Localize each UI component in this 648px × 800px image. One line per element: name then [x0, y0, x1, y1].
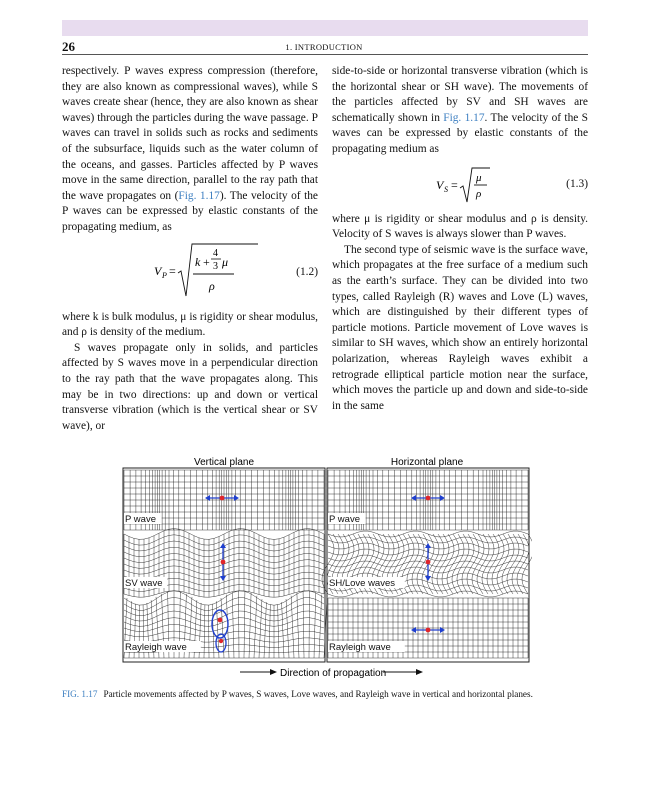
panel-title-horizontal: Horizontal plane: [390, 457, 464, 468]
right-paragraph-3: The second type of seismic wave is the surface wave, which propagates at the free surface of a medium such as the earth’s surface. They can be divided into two types, called Rayleigh (R) waves and Love (L) waves, which are distinguished by their different types of particle motions. Particle movement of Love waves is similar to SH waves, which show an entirely horizontal polarization, whereas Rayleigh waves exhibit a retrograde elliptical particle motion near the surface, which moves the particle up and down and side-to-side in the same: [332, 243, 588, 412]
direction-of-propagation-label: Direction of propagation: [280, 668, 387, 679]
right-p1-text-a: side-to-side or horizontal transverse vibration (which is the horizontal shear or SH wave). The movements of the particles affected by SV and SH waves are schematically shown in: [332, 65, 588, 124]
rayleigh-wave-label-vertical: Rayleigh wave: [125, 642, 187, 653]
p-wave-label-horizontal: P wave: [329, 514, 360, 525]
sh-love-wave-motion-head-up: [425, 543, 431, 548]
sh-love-wave-label: SH/Love waves: [329, 578, 396, 589]
equation-1-3-number: (1.3): [566, 177, 588, 190]
equation-1-2-number: (1.2): [296, 265, 318, 278]
eq12-lhs-sub: P: [162, 270, 167, 280]
rayleigh-wave-label-horizontal: Rayleigh wave: [329, 642, 391, 653]
header-bar: [62, 20, 588, 36]
figure-1-17: [120, 456, 532, 684]
eq12-k: k: [195, 254, 201, 269]
eq13-lhs-sub: S: [444, 184, 448, 194]
sv-wave-motion-particle: [221, 560, 226, 565]
eq12-rho: ρ: [209, 278, 215, 293]
caption-text: Particle movements affected by P waves, S waves, Love waves, and Rayleigh wave in vertical and horizontal planes.: [103, 689, 533, 699]
equation-1-3: [332, 162, 588, 208]
sh-love-wave-motion-particle: [426, 560, 431, 565]
equation-1-2: [62, 240, 318, 306]
eq12-frac-num: 4: [213, 247, 218, 259]
sv-wave-motion-head-down: [220, 576, 226, 581]
rayleigh-motion-horizontal-particle: [426, 628, 431, 633]
right-paragraph-2: where μ is rigidity or shear modulus and ρ is density. Velocity of S waves is always slower than P waves.: [332, 212, 588, 241]
p-wave-label-vertical: P wave: [125, 514, 156, 525]
rayleigh-particle-lower: [219, 639, 223, 643]
eq12-lhs: V: [154, 263, 162, 278]
sh-love-wave-motion-head-down: [425, 576, 431, 581]
p-wave-motion-vertical-particle: [220, 496, 225, 501]
left-paragraph-1: [62, 64, 318, 236]
right-column: [332, 64, 588, 414]
eq12-frac-den: 3: [213, 260, 218, 272]
eq13-rho: ρ: [476, 187, 482, 200]
p-wave-motion-horizontal-particle: [426, 496, 431, 501]
direction-arrow-right-head: [416, 669, 423, 675]
eq12-mu: μ: [222, 254, 229, 269]
direction-arrow-left-head: [270, 669, 277, 675]
left-paragraph-3: S waves propagate only in solids, and particles affected by S waves move in a perpendicular direction to the ray path that the wave propagates along. This may be in two directions: up and down or vertical transverse vibration (which is the vertical shear or SV wave), or: [62, 341, 318, 432]
left-p1-text-b: ). The velocity of the P waves can be expressed by elastic constants of the propagating medium, as: [62, 189, 318, 233]
header-rule: [62, 54, 588, 55]
right-paragraph-1: [332, 64, 588, 158]
eq13-equals: =: [451, 177, 458, 192]
equation-1-3-formula: [332, 162, 532, 208]
sv-wave-label: SV wave: [125, 578, 163, 589]
caption-label: FIG. 1.17: [62, 689, 98, 699]
rayleigh-particle-upper: [218, 618, 223, 623]
panel-title-vertical: Vertical plane: [193, 457, 255, 468]
fig-1-17-link-left[interactable]: Fig. 1.17: [178, 189, 220, 202]
equation-1-2-formula: [62, 240, 262, 306]
fig-1-17-link-right[interactable]: Fig. 1.17: [443, 111, 485, 124]
eq13-mu: μ: [476, 171, 482, 184]
figure-caption: [62, 688, 588, 701]
left-paragraph-2: where k is bulk modulus, μ is rigidity or shear modulus, and ρ is density of the medium.: [62, 310, 318, 339]
eq12-equals: =: [169, 263, 176, 278]
running-head: 1. INTRODUCTION: [285, 42, 363, 52]
eq12-plus: +: [203, 254, 210, 269]
right-p1-text-b: . The velocity of the S waves can be expressed by elastic constants of the propagating medium as: [332, 111, 588, 155]
page-number: 26: [62, 39, 75, 54]
left-column: [62, 64, 318, 434]
eq13-lhs: V: [436, 177, 444, 192]
left-p1-text-a: respectively. P waves express compression (therefore, they are also known as compressional waves), while S waves create shear (hence, they are also known as shear waves) through the particles during the wave passage. P waves can travel in solids such as rocks and sediments of the subsurface, liquids such as the water column of the oceans, and gasses. Particles affected by P waves move in the same direction, parallel to the ray path that the wave propagates on (: [62, 65, 318, 202]
eq12-sqrt-sign: [178, 244, 258, 296]
